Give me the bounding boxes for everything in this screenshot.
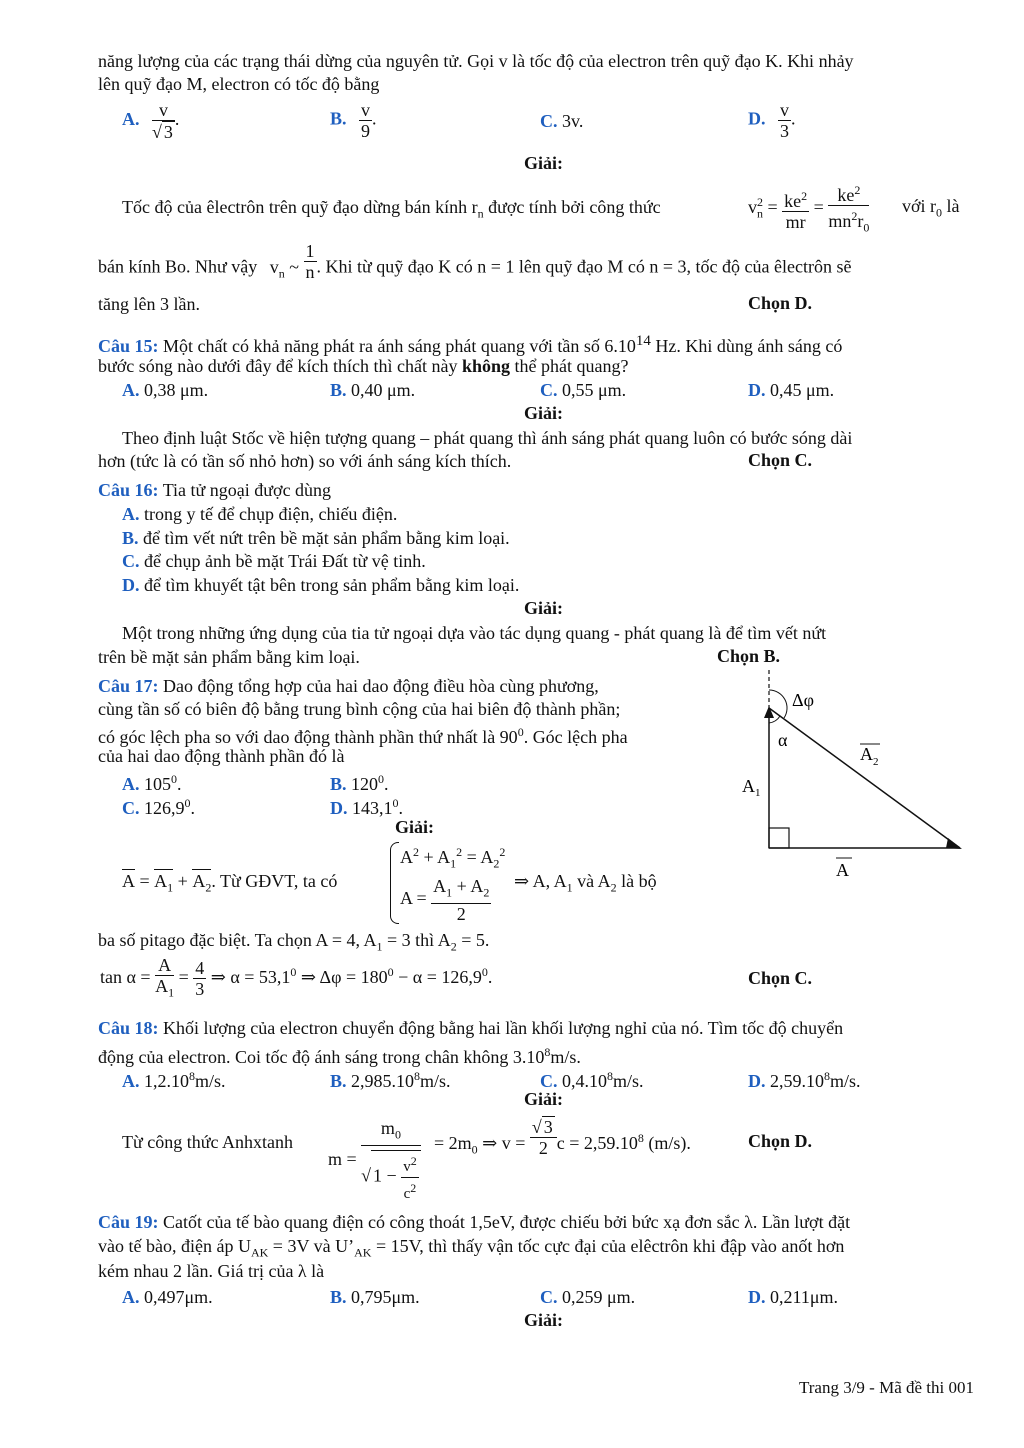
q15-answer: Chọn C. (748, 450, 813, 470)
label-alpha: α (778, 730, 788, 750)
q19-line1: Câu 19: Catốt của tế bào quang điện có công thoát 1,5eV, được chiếu bởi bức xạ đơn sắc λ. Lần lượt đặt (98, 1212, 851, 1232)
q14-option-c: C. 3v. (540, 111, 584, 131)
q17-line1: Câu 17: Dao động tổng hợp của hai dao động điều hòa cùng phương, (98, 676, 599, 696)
right-angle-mark (769, 828, 789, 848)
label-a: A (836, 860, 849, 880)
q16-solution-1: Một trong những ứng dụng của tia tử ngoại dựa vào tác dụng quang - phát quang là để tìm vết nứt (122, 623, 827, 643)
q16-solution-2: trên bề mặt sản phẩm bằng kim loại. (98, 647, 360, 667)
q16-giai: Giải: (524, 598, 563, 618)
q17-option-b: B. $120^0$. (330, 772, 389, 794)
q15-option-d: D. 0,45 μm. (748, 380, 835, 400)
q17-line2: cùng tần số có biên độ bằng trung bình cộng của hai biên độ thành phần; (98, 699, 621, 719)
q15-option-b: B. 0,40 μm. (330, 380, 416, 400)
q14-giai: Giải: (524, 153, 563, 173)
q17-solution-1-tail: ⇒ A, $A_1$ và $A_2$ là bộ (514, 871, 657, 895)
q18-solution-label: Từ công thức Anhxtanh (122, 1132, 293, 1152)
q14-solution-3: tăng lên 3 lần. (98, 294, 200, 314)
label-a2: A (860, 744, 873, 764)
q17-system-eq2: A = $\frac{A_1 + A_2}{2}$ (400, 876, 490, 924)
vector-a2-arrowhead (946, 838, 962, 849)
page-footer: Trang 3/9 - Mã đề thi 001 (798, 1378, 974, 1397)
q15-line2: bước sóng nào dưới đây để kích thích thì chất này không thể phát quang? (98, 356, 629, 376)
q17-system-eq1: $A^2 + A_1^2 = A_2^2$ (400, 845, 506, 871)
q16-option-c: C. để chụp ảnh bề mặt Trái Đất từ vệ tinh. (122, 551, 426, 571)
q19-giai: Giải: (524, 1310, 563, 1330)
label-a2-sub: 2 (873, 756, 879, 768)
q14-line1: năng lượng của các trạng thái dừng của nguyên tử. Gọi v là tốc độ của electron trên quỹ đạo K. Khi nhảy (98, 51, 854, 71)
q18-line1: Câu 18: Khối lượng của electron chuyển động bằng hai lần khối lượng nghỉ của nó. Tìm tốc độ chuyển (98, 1018, 844, 1038)
q18-formula-2: = $2m_0$ ⇒ v = $\frac{√ 3}{2}$ $c = 2,59.10^8$ (m/s). (434, 1116, 691, 1158)
q19-option-c: C. 0,259 μm. (540, 1287, 636, 1307)
q18-option-d: D. 2,59.10$^8$m/s. (748, 1069, 861, 1091)
q17-line4: của hai dao động thành phần đó là (98, 746, 345, 766)
q14-solution-1: Tốc độ của êlectrôn trên quỹ đạo dừng bán kính $r_n$ được tính bởi công thức (122, 197, 661, 221)
label-a1: A (742, 776, 755, 796)
q17-option-d: D. 143,1$^0$. (330, 796, 403, 818)
q15-line1: Câu 15: Một chất có khả năng phát ra ánh sáng phát quang với tần số 6.10$^{14}$ Hz. Khi dùng ánh sáng có (98, 333, 843, 356)
q14-option-d: D. $\frac{v}{3}$ . (748, 100, 796, 141)
q17-solution-2: ba số pitago đặc biệt. Ta chọn A = 4, $A_1 = 3$ thì $A_2 = 5$. (98, 930, 490, 954)
q16-option-d: D. để tìm khuyết tật bên trong sản phẩm bằng kim loại. (122, 575, 520, 595)
q14-option-a: A. $\frac{v}{√ 3}$ . (122, 100, 180, 142)
vector-a1-arrowhead (764, 706, 774, 718)
q17-line3: có góc lệch pha so với dao động thành phần thứ nhất là $90^0$. Góc lệch pha (98, 725, 628, 747)
q17-option-a: A. $105^0$. (122, 772, 182, 794)
q15-option-a: A. 0,38 μm. (122, 380, 209, 400)
q14-answer: Chọn D. (748, 293, 813, 313)
q14-formula-vn: $v_n^2$ = $\frac{ke^2}{mr}$ = $\frac{ke^2}{mn^2r_0}$ (748, 180, 869, 238)
q19-line3: kém nhau 2 lần. Giá trị của λ là (98, 1261, 325, 1281)
q16-option-b: B. để tìm vết nứt trên bề mặt sản phẩm bằng kim loại. (122, 528, 510, 548)
q19-option-d: D. 0,211μm. (748, 1287, 838, 1307)
q16-line1: Câu 16: Tia tử ngoại được dùng (98, 480, 332, 500)
q17-solution-3: tan α = $\frac{A}{A_1}$ = $\frac{4}{3}$ ⇒ $\alpha = 53,1^0$ ⇒ $\Delta\varphi = 180^0 - \alpha = 126,9^0$. (100, 955, 493, 1000)
q18-line2: động của electron. Coi tốc độ ánh sáng trong chân không 3.10$^8$m/s. (98, 1045, 581, 1067)
q18-option-a: A. 1,2.10$^8$m/s. (122, 1069, 226, 1091)
q18-giai: Giải: (524, 1089, 563, 1109)
q16-answer: Chọn B. (717, 646, 781, 666)
q17-vector-diagram (740, 668, 970, 888)
q19-line2: vào tế bào, điện áp $U_{AK} = 3V$ và $U’_{AK} = 15V$, thì thấy vận tốc cực đại của elêctrôn khi đập vào anốt hơn (98, 1236, 845, 1260)
q18-answer: Chọn D. (748, 1131, 813, 1151)
q15-solution-1: Theo định luật Stốc về hiện tượng quang – phát quang thì ánh sáng phát quang luôn có bước sóng dài (122, 428, 853, 448)
q14-line2: lên quỹ đạo M, electron có tốc độ bằng (98, 74, 380, 94)
q14-solution-1-tail: với $r_0$ là (902, 196, 960, 220)
q17-option-c: C. 126,9$^0$. (122, 796, 195, 818)
q14-solution-2: bán kính Bo. Như vậy $v_n$ ~ $\frac{1}{n}$ . Khi từ quỹ đạo K có n = 1 lên quỹ đạo M có n = 3, tốc độ của êlectrôn sẽ (98, 241, 852, 282)
q19-option-a: A. 0,497μm. (122, 1287, 213, 1307)
system-brace (390, 842, 399, 924)
vector-a2-line (769, 708, 960, 848)
label-dphi: Δφ (792, 690, 814, 710)
q14-option-b: B. $\frac{v}{9}$ . (330, 100, 377, 141)
q15-solution-2: hơn (tức là có tần số nhỏ hơn) so với ánh sáng kích thích. (98, 451, 512, 471)
q18-option-c: C. 0,4.10$^8$m/s. (540, 1069, 644, 1091)
q17-giai: Giải: (395, 817, 434, 837)
q18-option-b: B. 2,985.10$^8$m/s. (330, 1069, 451, 1091)
q17-answer: Chọn C. (748, 968, 813, 988)
label-a1-sub: 1 (755, 787, 761, 799)
q15-option-c: C. 0,55 μm. (540, 380, 627, 400)
q15-giai: Giải: (524, 403, 563, 423)
q19-option-b: B. 0,795μm. (330, 1287, 420, 1307)
q18-formula: m = $m_0$ √ 1 − $\frac{v^2}{c^2}$ (328, 1118, 421, 1204)
q16-option-a: A. trong y tế để chụp điện, chiếu điện. (122, 504, 398, 524)
q17-vector-eq: $A = A_1 + A_2$. Từ GĐVT, ta có (122, 871, 338, 895)
